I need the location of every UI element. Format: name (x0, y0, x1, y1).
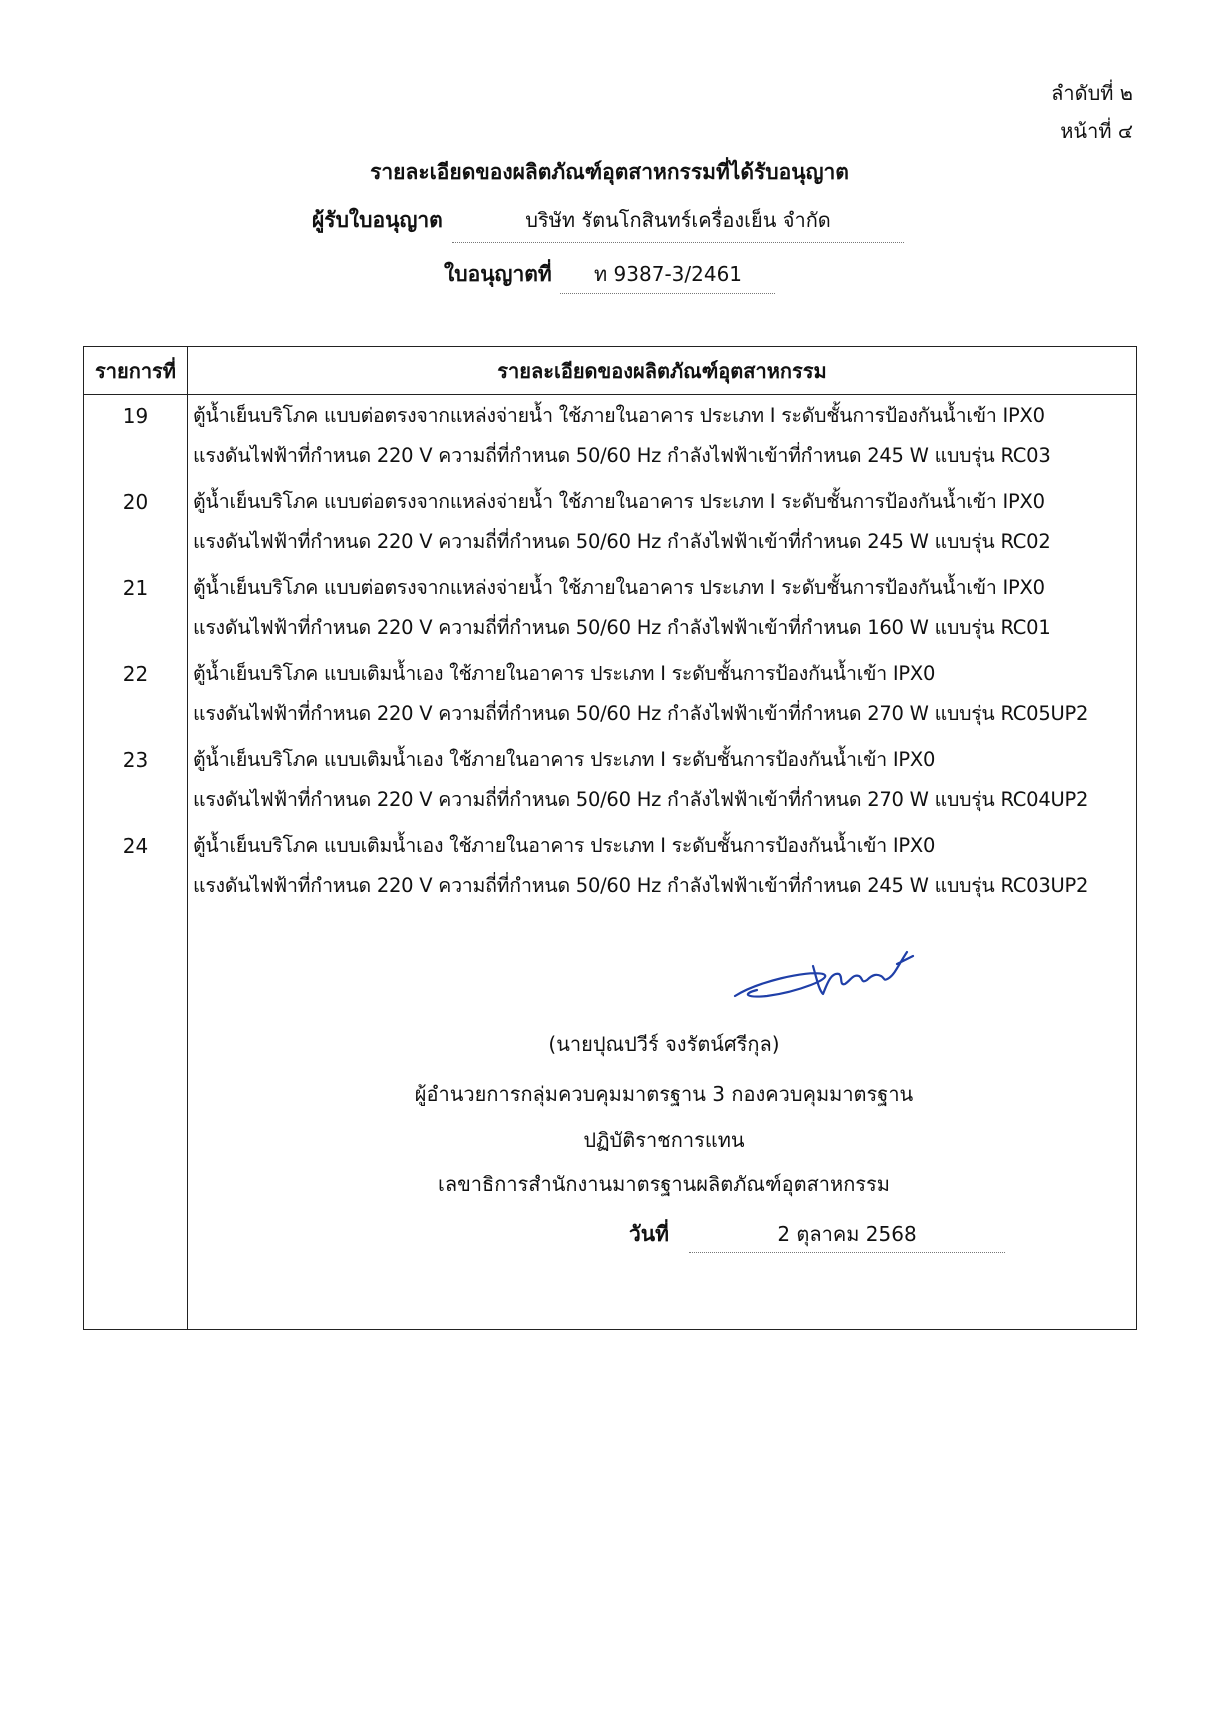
item-number: 19 (122, 404, 149, 428)
signer-position: ผู้อำนวยการกลุ่มควบคุมมาตรฐาน 3 กองควบคุมมาตรฐาน (414, 1082, 914, 1106)
table-header (84, 347, 1137, 395)
item-number: 23 (122, 748, 149, 772)
item-detail-line1: ตู้น้ำเย็นบริโภค แบบเติมน้ำเอง ใช้ภายในอาคาร ประเภท I ระดับชั้นการป้องกันน้ำเข้า IPX0 (193, 662, 936, 685)
page-header (1051, 74, 1133, 150)
item-detail-line1: ตู้น้ำเย็นบริโภค แบบต่อตรงจากแหล่งจ่ายน้ำ ใช้ภายในอาคาร ประเภท I ระดับชั้นการป้องกันน้ำเข้า IPX0 (193, 576, 1045, 599)
page-label: หน้าที่ ๔ (1060, 119, 1133, 143)
col-detail-header: รายละเอียดของผลิตภัณฑ์อุตสาหกรรม (188, 347, 1137, 395)
licensee-value: บริษัท รัตนโกสินทร์เครื่องเย็น จำกัด (525, 208, 831, 232)
item-detail (189, 826, 1135, 912)
item-number: 24 (122, 834, 149, 858)
item-detail-line2: แรงดันไฟฟ้าที่กำหนด 220 V ความถี่ที่กำหนด 50/60 Hz กำลังไฟฟ้าเข้าที่กำหนด 245 W แบบรุ่น RC02 (193, 530, 1051, 553)
licensee-label: ผู้รับใบอนุญาต (312, 208, 443, 232)
item-detail-line1: ตู้น้ำเย็นบริโภค แบบเติมน้ำเอง ใช้ภายในอาคาร ประเภท I ระดับชั้นการป้องกันน้ำเข้า IPX0 (193, 834, 936, 857)
item-detail (189, 654, 1135, 740)
item-number: 22 (122, 662, 149, 686)
col-item-header: รายการที่ (84, 347, 188, 395)
item-detail-line2: แรงดันไฟฟ้าที่กำหนด 220 V ความถี่ที่กำหนด 50/60 Hz กำลังไฟฟ้าเข้าที่กำหนด 245 W แบบรุ่น RC03UP2 (193, 874, 1089, 897)
item-number-column (84, 395, 188, 1330)
date-field (689, 1218, 1005, 1253)
item-detail-line1: ตู้น้ำเย็นบริโภค แบบต่อตรงจากแหล่งจ่ายน้ำ ใช้ภายในอาคาร ประเภท I ระดับชั้นการป้องกันน้ำเข้า IPX0 (193, 490, 1045, 513)
item-detail-column (188, 395, 1137, 1330)
license-no-field (560, 258, 775, 294)
license-no-label: ใบอนุญาตที่ (444, 262, 552, 286)
item-detail (189, 740, 1135, 826)
table-body-row (84, 395, 1137, 1330)
items-table (83, 346, 1137, 1330)
signer-office: เลขาธิการสำนักงานมาตรฐานผลิตภัณฑ์อุตสาหกรรม (438, 1172, 890, 1196)
date-label: วันที่ (629, 1222, 669, 1246)
item-detail-line2: แรงดันไฟฟ้าที่กำหนด 220 V ความถี่ที่กำหนด 50/60 Hz กำลังไฟฟ้าเข้าที่กำหนด 160 W แบบรุ่น RC01 (193, 616, 1051, 639)
licensee-row (312, 204, 443, 240)
order-label: ลำดับที่ ๒ (1051, 81, 1133, 105)
signature-block (189, 912, 1135, 1328)
item-detail (189, 568, 1135, 654)
document-title: รายละเอียดของผลิตภัณฑ์อุตสาหกรรมที่ได้รับอนุญาต (370, 160, 849, 184)
date-value: 2 ตุลาคม 2568 (777, 1222, 917, 1246)
signer-name: (นายปุณปวีร์ จงรัตน์ศรีกุล) (548, 1032, 780, 1056)
licensee-field (452, 204, 904, 243)
item-number: 20 (122, 490, 149, 514)
item-detail-line2: แรงดันไฟฟ้าที่กำหนด 220 V ความถี่ที่กำหนด 50/60 Hz กำลังไฟฟ้าเข้าที่กำหนด 270 W แบบรุ่น RC04UP2 (193, 788, 1089, 811)
item-detail-line2: แรงดันไฟฟ้าที่กำหนด 220 V ความถี่ที่กำหนด 50/60 Hz กำลังไฟฟ้าเข้าที่กำหนด 270 W แบบรุ่น RC05UP2 (193, 702, 1089, 725)
item-detail (189, 482, 1135, 568)
item-detail-line1: ตู้น้ำเย็นบริโภค แบบต่อตรงจากแหล่งจ่ายน้ำ ใช้ภายในอาคาร ประเภท I ระดับชั้นการป้องกันน้ำเข้า IPX0 (193, 404, 1045, 427)
signer-acting: ปฏิบัติราชการแทน (583, 1128, 745, 1152)
signature-image (727, 934, 917, 1014)
license-no-value: ท 9387-3/2461 (594, 262, 743, 286)
item-detail-line1: ตู้น้ำเย็นบริโภค แบบเติมน้ำเอง ใช้ภายในอาคาร ประเภท I ระดับชั้นการป้องกันน้ำเข้า IPX0 (193, 748, 936, 771)
item-number: 21 (122, 576, 149, 600)
item-detail-line2: แรงดันไฟฟ้าที่กำหนด 220 V ความถี่ที่กำหนด 50/60 Hz กำลังไฟฟ้าเข้าที่กำหนด 245 W แบบรุ่น RC03 (193, 444, 1051, 467)
item-detail (189, 396, 1135, 482)
license-no-row (444, 258, 552, 294)
